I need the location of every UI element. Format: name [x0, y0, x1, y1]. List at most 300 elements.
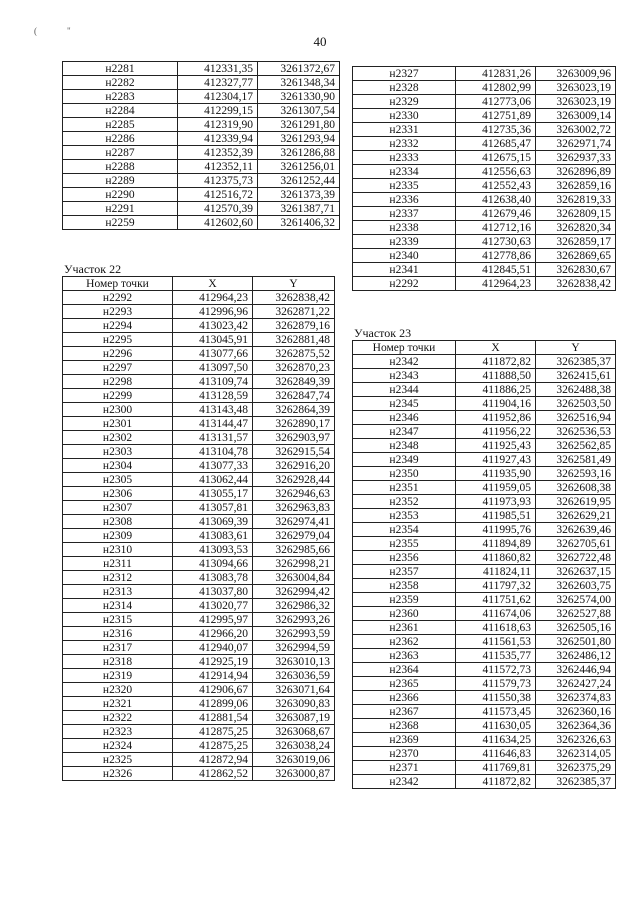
- y-cell: 3262869,65: [536, 249, 616, 263]
- point-id-cell: н2335: [353, 179, 456, 193]
- y-cell: 3261252,44: [258, 174, 340, 188]
- point-id-cell: н2313: [63, 585, 173, 599]
- table-row: [63, 291, 335, 305]
- point-id-cell: н2365: [353, 677, 456, 691]
- x-cell: 412552,43: [456, 179, 536, 193]
- point-id-cell: н2340: [353, 249, 456, 263]
- point-id-cell: н2329: [353, 95, 456, 109]
- table-row: [63, 571, 335, 585]
- point-id-cell: н2368: [353, 719, 456, 733]
- table-row: [353, 495, 616, 509]
- y-cell: 3263071,64: [253, 683, 335, 697]
- x-cell: 413077,33: [173, 459, 253, 473]
- y-cell: 3261286,88: [258, 146, 340, 160]
- point-id-cell: н2312: [63, 571, 173, 585]
- x-cell: 412331,35: [178, 62, 258, 76]
- y-cell: 3262903,97: [253, 431, 335, 445]
- point-id-cell: н2293: [63, 305, 173, 319]
- point-id-cell: н2350: [353, 467, 456, 481]
- y-cell: 3262374,83: [536, 691, 616, 705]
- table-row: [63, 202, 340, 216]
- y-cell: 3262881,48: [253, 333, 335, 347]
- x-cell: 412899,06: [173, 697, 253, 711]
- x-cell: 412556,63: [456, 165, 536, 179]
- table-row: [353, 235, 616, 249]
- point-id-cell: н2291: [63, 202, 178, 216]
- x-cell: 413104,78: [173, 445, 253, 459]
- point-id-cell: н2281: [63, 62, 178, 76]
- x-cell: 411824,11: [456, 565, 536, 579]
- x-cell: 411886,25: [456, 383, 536, 397]
- y-cell: 3262619,95: [536, 495, 616, 509]
- point-id-cell: н2316: [63, 627, 173, 641]
- table-row: [63, 146, 340, 160]
- y-cell: 3262993,26: [253, 613, 335, 627]
- y-cell: 3263002,72: [536, 123, 616, 137]
- x-cell: 412996,96: [173, 305, 253, 319]
- table-row: [63, 389, 335, 403]
- point-id-cell: н2298: [63, 375, 173, 389]
- point-id-cell: н2319: [63, 669, 173, 683]
- y-cell: 3262705,61: [536, 537, 616, 551]
- x-cell: 411535,77: [456, 649, 536, 663]
- column-header-point: Номер точки: [63, 277, 173, 291]
- table-row: [353, 481, 616, 495]
- y-cell: 3261291,80: [258, 118, 340, 132]
- table-row: [353, 411, 616, 425]
- y-cell: 3262501,80: [536, 635, 616, 649]
- y-cell: 3262503,50: [536, 397, 616, 411]
- point-id-cell: н2282: [63, 76, 178, 90]
- table-row: [353, 193, 616, 207]
- x-cell: 412881,54: [173, 711, 253, 725]
- y-cell: 3262864,39: [253, 403, 335, 417]
- x-cell: 412570,39: [178, 202, 258, 216]
- y-cell: 3262581,49: [536, 453, 616, 467]
- point-id-cell: н2290: [63, 188, 178, 202]
- point-id-cell: н2371: [353, 761, 456, 775]
- y-cell: 3262516,94: [536, 411, 616, 425]
- column-header-y: Y: [536, 341, 616, 355]
- x-cell: 412638,40: [456, 193, 536, 207]
- table-row: [63, 319, 335, 333]
- y-cell: 3263019,06: [253, 753, 335, 767]
- point-id-cell: н2296: [63, 347, 173, 361]
- x-cell: 413062,44: [173, 473, 253, 487]
- y-cell: 3263090,83: [253, 697, 335, 711]
- x-cell: 411995,76: [456, 523, 536, 537]
- point-id-cell: н2339: [353, 235, 456, 249]
- point-id-cell: н2311: [63, 557, 173, 571]
- table-row: [353, 109, 616, 123]
- point-id-cell: н2297: [63, 361, 173, 375]
- x-cell: 411973,93: [456, 495, 536, 509]
- table-row: [63, 669, 335, 683]
- table-row: [63, 711, 335, 725]
- table-body: [63, 62, 340, 230]
- x-cell: 412352,11: [178, 160, 258, 174]
- y-cell: 3262830,67: [536, 263, 616, 277]
- y-cell: 3262849,39: [253, 375, 335, 389]
- x-cell: 411579,73: [456, 677, 536, 691]
- x-cell: 411959,05: [456, 481, 536, 495]
- section-23-table: [352, 340, 616, 789]
- table-row: [353, 579, 616, 593]
- x-cell: 413143,48: [173, 403, 253, 417]
- y-cell: 3262536,53: [536, 425, 616, 439]
- x-cell: 412375,73: [178, 174, 258, 188]
- x-cell: 411561,53: [456, 635, 536, 649]
- point-id-cell: н2364: [353, 663, 456, 677]
- point-id-cell: н2353: [353, 509, 456, 523]
- table-row: [63, 739, 335, 753]
- table-row: [353, 137, 616, 151]
- y-cell: 3262427,24: [536, 677, 616, 691]
- column-header-point: Номер точки: [353, 341, 456, 355]
- y-cell: 3262722,48: [536, 551, 616, 565]
- table-row: [63, 501, 335, 515]
- y-cell: 3262847,74: [253, 389, 335, 403]
- point-id-cell: н2369: [353, 733, 456, 747]
- x-cell: 412602,60: [178, 216, 258, 230]
- x-cell: 411769,81: [456, 761, 536, 775]
- y-cell: 3263009,14: [536, 109, 616, 123]
- x-cell: 411888,50: [456, 369, 536, 383]
- table-row: [353, 81, 616, 95]
- point-id-cell: н2286: [63, 132, 178, 146]
- x-cell: 412773,06: [456, 95, 536, 109]
- x-cell: 413055,17: [173, 487, 253, 501]
- x-cell: 413128,59: [173, 389, 253, 403]
- table-row: [353, 221, 616, 235]
- x-cell: 411860,82: [456, 551, 536, 565]
- table-row: [63, 76, 340, 90]
- point-id-cell: н2349: [353, 453, 456, 467]
- x-cell: 412964,23: [456, 277, 536, 291]
- table-row: [63, 753, 335, 767]
- column-header-x: X: [456, 341, 536, 355]
- table-row: [353, 467, 616, 481]
- point-id-cell: н2337: [353, 207, 456, 221]
- x-cell: 412730,63: [456, 235, 536, 249]
- table-row: [63, 417, 335, 431]
- point-id-cell: н2318: [63, 655, 173, 669]
- point-id-cell: н2309: [63, 529, 173, 543]
- y-cell: 3262486,12: [536, 649, 616, 663]
- y-cell: 3261348,34: [258, 76, 340, 90]
- y-cell: 3261406,32: [258, 216, 340, 230]
- table-row: [353, 207, 616, 221]
- y-cell: 3261330,90: [258, 90, 340, 104]
- table-row: [63, 403, 335, 417]
- point-id-cell: н2361: [353, 621, 456, 635]
- x-cell: 412352,39: [178, 146, 258, 160]
- point-id-cell: н2310: [63, 543, 173, 557]
- x-cell: 411952,86: [456, 411, 536, 425]
- y-cell: 3261256,01: [258, 160, 340, 174]
- y-cell: 3263010,13: [253, 655, 335, 669]
- table-row: [353, 677, 616, 691]
- point-id-cell: н2333: [353, 151, 456, 165]
- y-cell: 3261293,94: [258, 132, 340, 146]
- x-cell: 412778,86: [456, 249, 536, 263]
- x-cell: 413023,42: [173, 319, 253, 333]
- table-row: [353, 397, 616, 411]
- table-row: [63, 515, 335, 529]
- x-cell: 411904,16: [456, 397, 536, 411]
- y-cell: 3262326,63: [536, 733, 616, 747]
- x-cell: 411550,38: [456, 691, 536, 705]
- y-cell: 3262859,17: [536, 235, 616, 249]
- x-cell: 413083,61: [173, 529, 253, 543]
- point-id-cell: н2338: [353, 221, 456, 235]
- x-cell: 412966,20: [173, 627, 253, 641]
- table-row: [63, 767, 335, 781]
- x-cell: 411935,90: [456, 467, 536, 481]
- y-cell: 3262527,88: [536, 607, 616, 621]
- point-id-cell: н2294: [63, 319, 173, 333]
- table-row: [353, 775, 616, 789]
- x-cell: 412675,15: [456, 151, 536, 165]
- y-cell: 3262963,83: [253, 501, 335, 515]
- x-cell: 412712,16: [456, 221, 536, 235]
- point-id-cell: н2352: [353, 495, 456, 509]
- x-cell: 413045,91: [173, 333, 253, 347]
- y-cell: 3262593,16: [536, 467, 616, 481]
- table-row: [353, 691, 616, 705]
- table-body: [353, 355, 616, 789]
- table-row: [63, 641, 335, 655]
- table-row: [353, 523, 616, 537]
- x-cell: 411872,82: [456, 775, 536, 789]
- y-cell: 3262870,23: [253, 361, 335, 375]
- table-row: [63, 725, 335, 739]
- point-id-cell: н2302: [63, 431, 173, 445]
- y-cell: 3262971,74: [536, 137, 616, 151]
- y-cell: 3262608,38: [536, 481, 616, 495]
- x-cell: 412751,89: [456, 109, 536, 123]
- x-cell: 411573,45: [456, 705, 536, 719]
- x-cell: 412516,72: [178, 188, 258, 202]
- table-row: [63, 431, 335, 445]
- x-cell: 413094,66: [173, 557, 253, 571]
- column-header-x: X: [173, 277, 253, 291]
- x-cell: 412862,52: [173, 767, 253, 781]
- table-row: [353, 509, 616, 523]
- y-cell: 3262974,41: [253, 515, 335, 529]
- y-cell: 3262979,04: [253, 529, 335, 543]
- y-cell: 3262505,16: [536, 621, 616, 635]
- y-cell: 3262985,66: [253, 543, 335, 557]
- x-cell: 411630,05: [456, 719, 536, 733]
- point-id-cell: н2323: [63, 725, 173, 739]
- table-row: [63, 487, 335, 501]
- x-cell: 412831,26: [456, 67, 536, 81]
- y-cell: 3262890,17: [253, 417, 335, 431]
- x-cell: 413093,53: [173, 543, 253, 557]
- table-row: [63, 118, 340, 132]
- x-cell: 413144,47: [173, 417, 253, 431]
- point-id-cell: н2314: [63, 599, 173, 613]
- table-row: [63, 361, 335, 375]
- x-cell: 411956,22: [456, 425, 536, 439]
- y-cell: 3262946,63: [253, 487, 335, 501]
- y-cell: 3262838,42: [253, 291, 335, 305]
- table-row: [353, 123, 616, 137]
- x-cell: 413109,74: [173, 375, 253, 389]
- table-row: [63, 188, 340, 202]
- y-cell: 3263009,96: [536, 67, 616, 81]
- x-cell: 411894,89: [456, 537, 536, 551]
- y-cell: 3263023,19: [536, 81, 616, 95]
- y-cell: 3261373,39: [258, 188, 340, 202]
- x-cell: 412327,77: [178, 76, 258, 90]
- y-cell: 3261387,71: [258, 202, 340, 216]
- table-row: [63, 697, 335, 711]
- scan-mark-1: (: [34, 26, 67, 36]
- table-row: [353, 95, 616, 109]
- point-id-cell: н2363: [353, 649, 456, 663]
- y-cell: 3262871,22: [253, 305, 335, 319]
- table-row: [353, 537, 616, 551]
- y-cell: 3262859,16: [536, 179, 616, 193]
- table-row: [353, 747, 616, 761]
- table-row: [63, 132, 340, 146]
- point-id-cell: н2359: [353, 593, 456, 607]
- point-id-cell: н2330: [353, 109, 456, 123]
- scan-mark-2: ": [67, 26, 101, 36]
- column-header-y: Y: [253, 277, 335, 291]
- point-id-cell: н2300: [63, 403, 173, 417]
- y-cell: 3262986,32: [253, 599, 335, 613]
- table-row: [353, 439, 616, 453]
- table-row: [63, 459, 335, 473]
- y-cell: 3262916,20: [253, 459, 335, 473]
- point-id-cell: н2341: [353, 263, 456, 277]
- y-cell: 3262994,42: [253, 585, 335, 599]
- x-cell: 412940,07: [173, 641, 253, 655]
- x-cell: 412319,90: [178, 118, 258, 132]
- table-row: [353, 761, 616, 775]
- y-cell: 3263036,59: [253, 669, 335, 683]
- point-id-cell: н2292: [63, 291, 173, 305]
- point-id-cell: н2366: [353, 691, 456, 705]
- section-title: Участок 23: [354, 326, 412, 340]
- point-id-cell: н2285: [63, 118, 178, 132]
- point-id-cell: н2344: [353, 383, 456, 397]
- y-cell: 3262314,05: [536, 747, 616, 761]
- x-cell: 412964,23: [173, 291, 253, 305]
- y-cell: 3262994,59: [253, 641, 335, 655]
- table-row: [353, 453, 616, 467]
- y-cell: 3262915,54: [253, 445, 335, 459]
- x-cell: 412875,25: [173, 739, 253, 753]
- point-id-cell: н2306: [63, 487, 173, 501]
- x-cell: 413131,57: [173, 431, 253, 445]
- point-id-cell: н2326: [63, 767, 173, 781]
- point-id-cell: н2287: [63, 146, 178, 160]
- point-id-cell: н2354: [353, 523, 456, 537]
- y-cell: 3263068,67: [253, 725, 335, 739]
- table-row: [353, 277, 616, 291]
- section-title: Участок 22: [64, 262, 122, 276]
- x-cell: 413077,66: [173, 347, 253, 361]
- y-cell: 3262838,42: [536, 277, 616, 291]
- x-cell: 413057,81: [173, 501, 253, 515]
- point-id-cell: н2348: [353, 439, 456, 453]
- y-cell: 3262385,37: [536, 355, 616, 369]
- y-cell: 3262385,37: [536, 775, 616, 789]
- y-cell: 3262879,16: [253, 319, 335, 333]
- point-id-cell: н2358: [353, 579, 456, 593]
- table-row: [353, 733, 616, 747]
- x-cell: 411674,06: [456, 607, 536, 621]
- table-row: [353, 607, 616, 621]
- y-cell: 3262574,00: [536, 593, 616, 607]
- table-row: [353, 67, 616, 81]
- table-row: [63, 473, 335, 487]
- x-cell: 411927,43: [456, 453, 536, 467]
- point-id-cell: н2315: [63, 613, 173, 627]
- table-row: [63, 160, 340, 174]
- x-cell: 412679,46: [456, 207, 536, 221]
- table-row: [353, 369, 616, 383]
- table-row: [353, 179, 616, 193]
- y-cell: 3262364,36: [536, 719, 616, 733]
- x-cell: 411572,73: [456, 663, 536, 677]
- x-cell: 411797,32: [456, 579, 536, 593]
- x-cell: 413037,80: [173, 585, 253, 599]
- point-id-cell: н2295: [63, 333, 173, 347]
- y-cell: 3262637,15: [536, 565, 616, 579]
- table-row: [353, 649, 616, 663]
- y-cell: 3262415,61: [536, 369, 616, 383]
- y-cell: 3262937,33: [536, 151, 616, 165]
- y-cell: 3261307,54: [258, 104, 340, 118]
- section-23-block: [352, 327, 616, 789]
- table-row: [63, 347, 335, 361]
- table-row: [353, 565, 616, 579]
- y-cell: 3262446,94: [536, 663, 616, 677]
- x-cell: 412914,94: [173, 669, 253, 683]
- y-cell: 3262820,34: [536, 221, 616, 235]
- table-row: [353, 663, 616, 677]
- x-cell: 412845,51: [456, 263, 536, 277]
- point-id-cell: н2362: [353, 635, 456, 649]
- table-row: [63, 655, 335, 669]
- point-id-cell: н2370: [353, 747, 456, 761]
- table-row: [353, 621, 616, 635]
- table-row: [353, 425, 616, 439]
- x-cell: 413083,78: [173, 571, 253, 585]
- y-cell: 3262809,15: [536, 207, 616, 221]
- y-cell: 3262896,89: [536, 165, 616, 179]
- x-cell: 411985,51: [456, 509, 536, 523]
- point-id-cell: н2321: [63, 697, 173, 711]
- y-cell: 3263038,24: [253, 739, 335, 753]
- table-row: [353, 551, 616, 565]
- table-header-row: [353, 341, 616, 355]
- table-header-row: [63, 277, 335, 291]
- section-22-block: [62, 263, 335, 781]
- table-row: [353, 263, 616, 277]
- point-id-cell: н2355: [353, 537, 456, 551]
- point-id-cell: н2351: [353, 481, 456, 495]
- y-cell: 3262875,52: [253, 347, 335, 361]
- point-id-cell: н2332: [353, 137, 456, 151]
- y-cell: 3262819,33: [536, 193, 616, 207]
- y-cell: 3262360,16: [536, 705, 616, 719]
